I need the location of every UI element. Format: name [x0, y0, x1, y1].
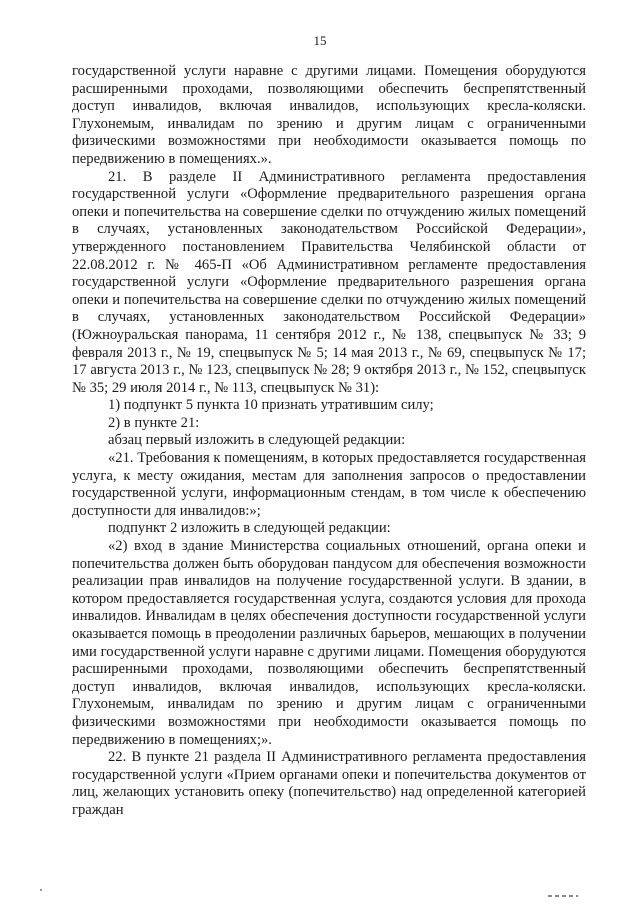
page-number: 15	[313, 33, 327, 48]
paragraph-subitem-2: 2) в пункте 21:	[108, 414, 200, 431]
paragraph-item-22: 22. В пункте 21 раздела II Административного регламента предоставления государственной услуги «Прием органами опеки и попечительства документов от лиц, желающих установить опеку (попечительство) над определенной категорией граждан	[72, 749, 586, 818]
scan-speck	[40, 889, 42, 891]
paragraph-item-21: 21. В разделе II Административного регламента предоставления государственной услуги «Оформление предварительного разрешения органа опеки и попечительства на совершение сделки по отчуждению жилых помещений в случаях, установленных законодательством Российской Федерации», утвержденного постановлением Правительства Челябинской области от 22.08.2012 г. № 465-П «Об Административном регламенте предоставления государственной услуги «Оформление предварительного разрешения органа опеки и попечительства на совершение сделки по отчуждению жилых помещений в случаях, установленных законодательством Российской Федерации» (Южноуральская панорама, 11 сентября 2012 г., № 138, спецвыпуск № 33; 9 февраля 2013 г., № 19, спецвыпуск № 5; 14 мая 2013 г., № 69, спецвыпуск № 17; 17 августа 2013 г., № 123, спецвыпуск № 28; 9 октября 2013 г., № 152, спецвыпуск № 35; 29 июля 2014 г., № 113, спецвыпуск № 31):	[72, 168, 586, 396]
paragraph-quoted-21: «21. Требования к помещениям, в которых предоставляется государственная услуга, к месту ожидания, местам для заполнения запросов о предоставлении государственной услуги, информационным стендам, в том числе к обеспечению доступности для инвалидов:»;	[72, 450, 586, 519]
paragraph-quoted-2: «2) вход в здание Министерства социальных отношений, органа опеки и попечительства должен быть оборудован пандусом для обеспечения возможности реализации прав инвалидов на получение государственной услуги. В здании, в котором предоставляется государственная услуга, создаются условия для прохода инвалидов. Инвалидам в целях обеспечения доступности государственной услуги оказывается помощь в преодолении различных барьеров, мешающих в получении ими государственной услуги наравне с другими лицами. Помещения оборудуются расширенными проходами, позволяющими обеспечить беспрепятственный доступ инвалидов, включая инвалидов, использующих кресла-коляски. Глухонемым, инвалидам по зрению и другим лицам с ограниченными физическими возможностями при необходимости оказывается помощь по передвижению в помещениях;».	[72, 538, 586, 748]
paragraph-continuation: государственной услуги наравне с другими лицами. Помещения оборудуются расширенными проходами, позволяющими обеспечить беспрепятственный доступ инвалидов, включая инвалидов, использующих кресла-коляски. Глухонемым, инвалидам по зрению и другим лицам с ограниченными физическими возможностями при необходимости оказывается помощь по передвижению в помещениях.».	[72, 63, 586, 167]
paragraph-subitem-1: 1) подпункт 5 пункта 10 признать утратившим силу;	[108, 397, 434, 414]
document-body	[72, 63, 586, 820]
paragraph-subpoint-2-intro: подпункт 2 изложить в следующей редакции:	[108, 520, 391, 537]
paragraph-first-abzac: абзац первый изложить в следующей редакции:	[108, 432, 406, 449]
scan-artifact	[548, 895, 578, 897]
